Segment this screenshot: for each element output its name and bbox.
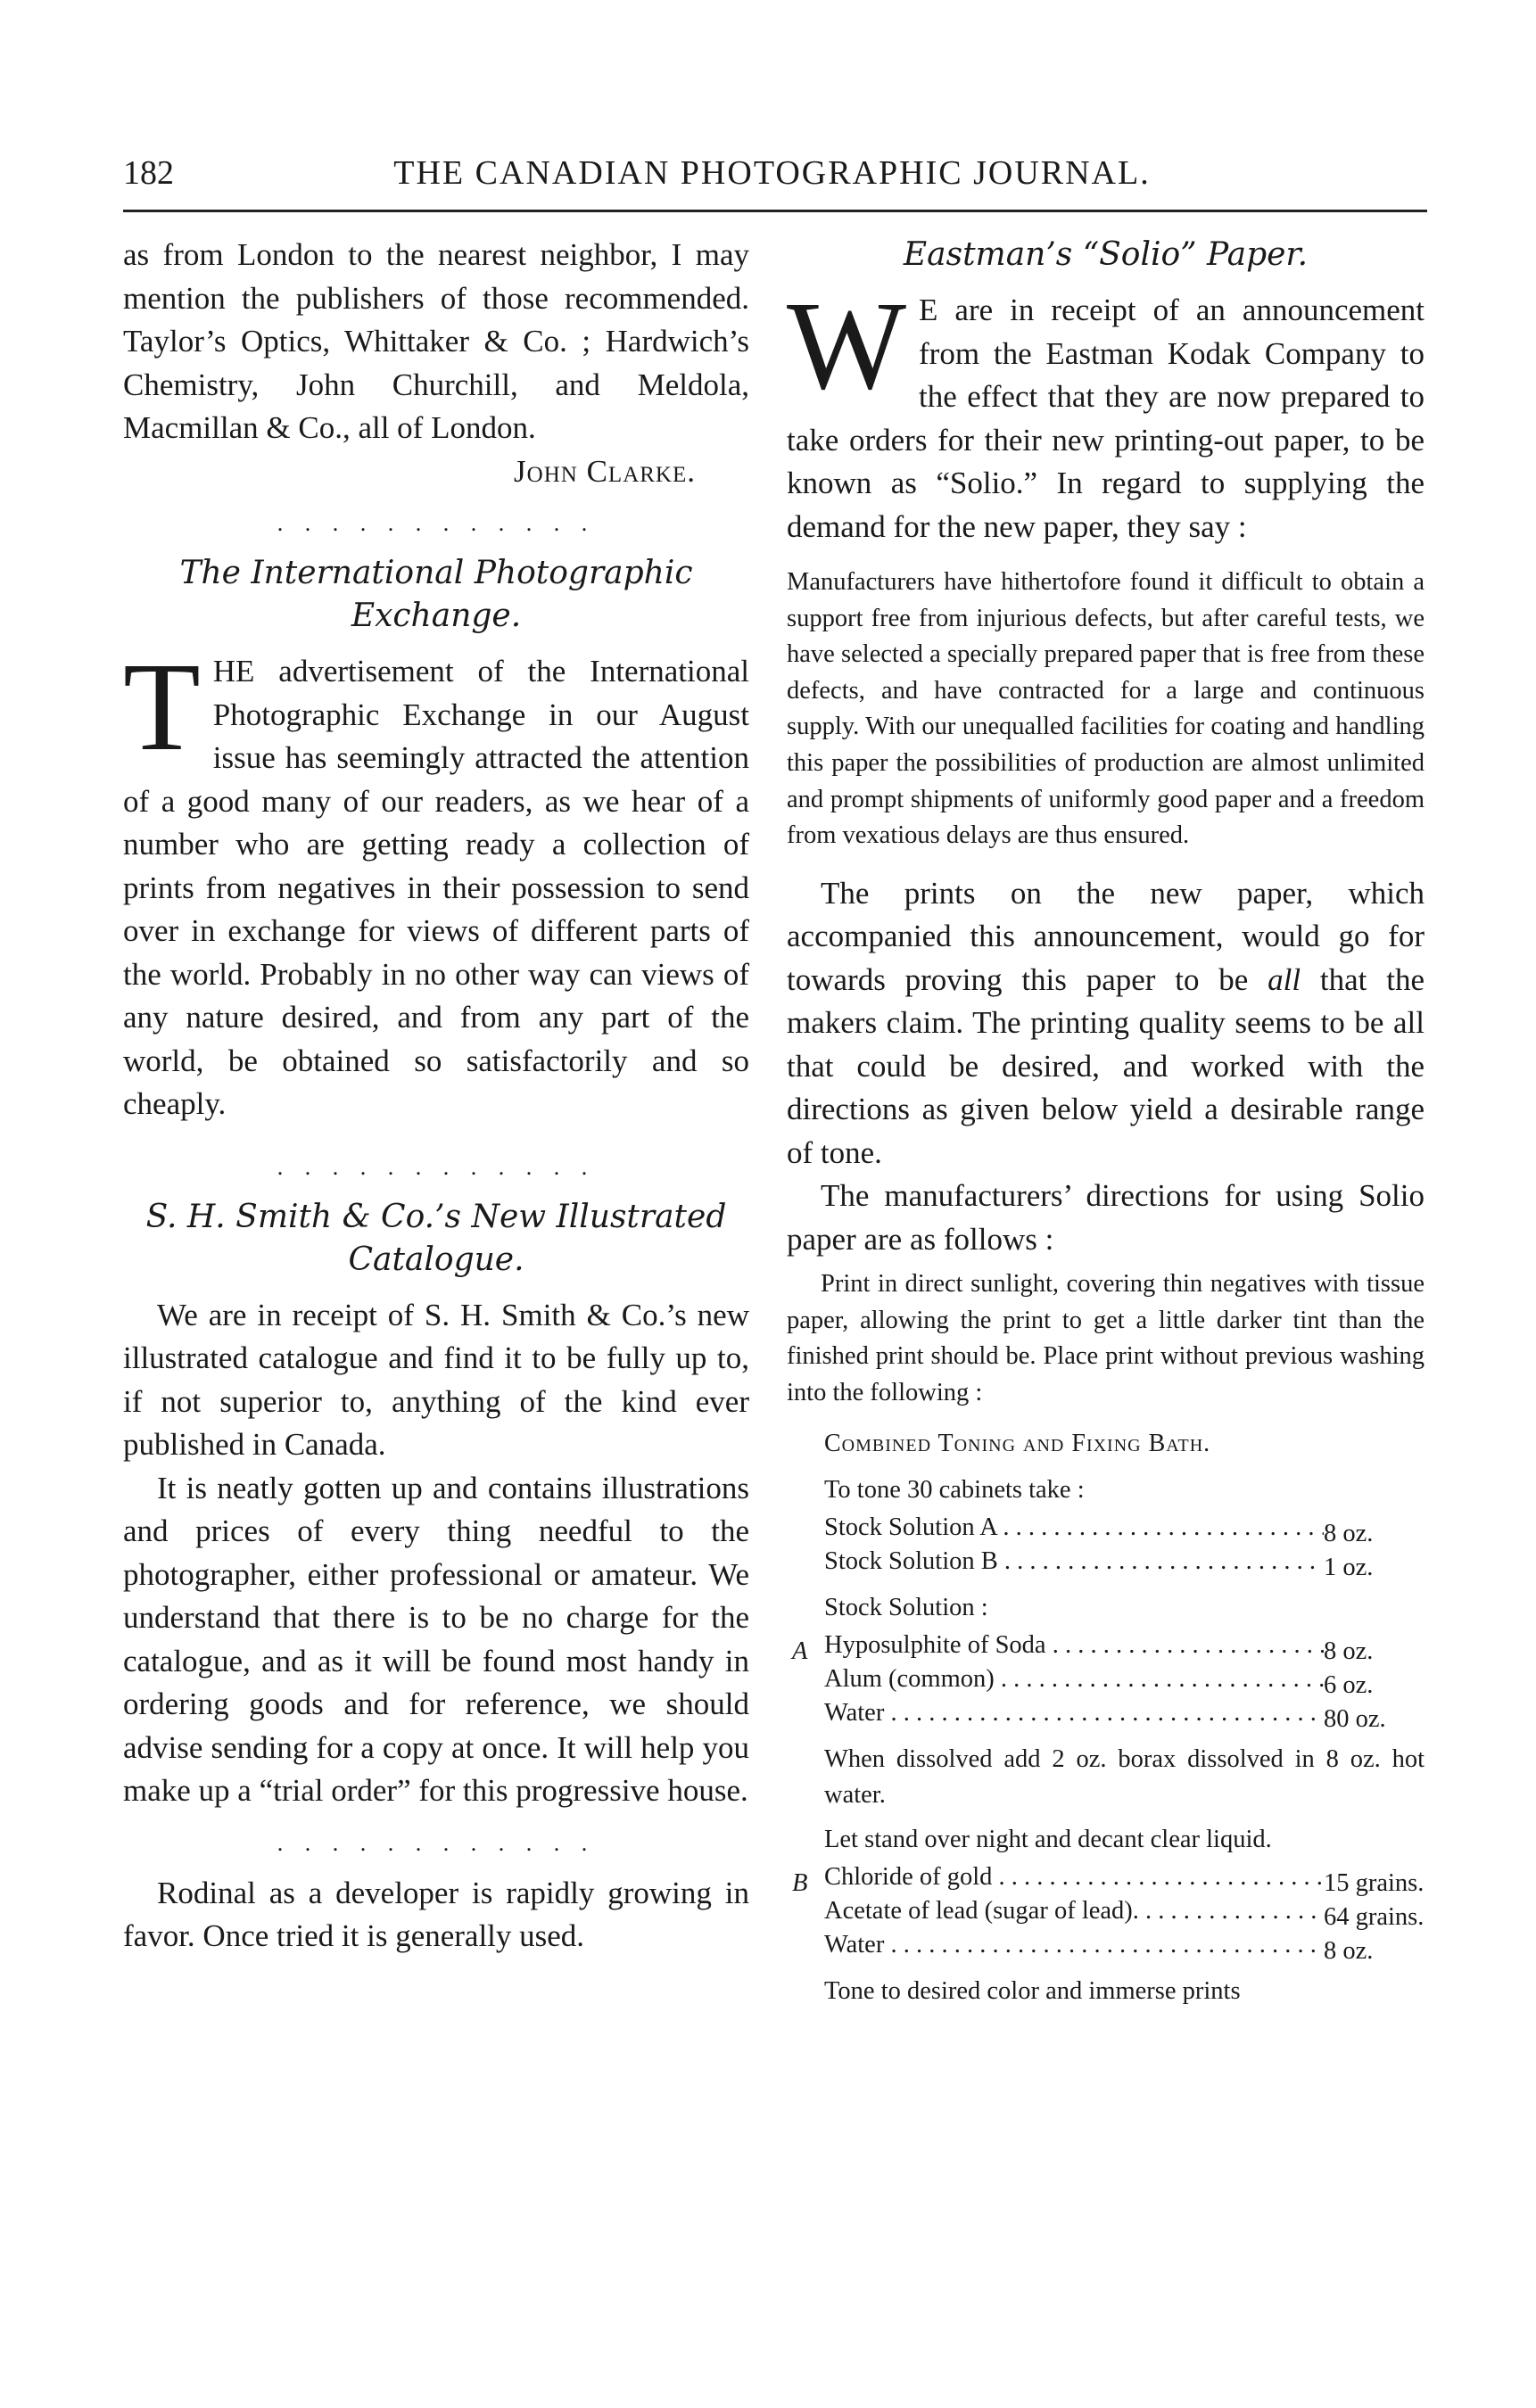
recipe-label: Stock Solution A . . . (824, 1513, 1324, 1541)
section-divider: . . . . . . . . . . . . (277, 1829, 596, 1856)
smith-paragraph-1: We are in receipt of S. H. Smith & Co.’s new illustrated catalogue and find it to be fully up to, if not superior to, anything of the kind ever published in Canada. (123, 1297, 749, 1462)
page-number: 182 (123, 154, 174, 192)
solio-paragraph: E are in receipt of an announcement from the Eastman Kodak Company to the effect that they are now prepared to take orders for their new printing-out paper, to be known as “Solio.” In regard to supplying the demand for the new paper, they say : (787, 293, 1425, 544)
recipe-line (787, 1513, 1425, 1547)
recipe-label: Alum (common) . . . (824, 1665, 1324, 1693)
exchange-paragraph: HE advertisement of the International Photographic Exchange in our August issue has seemingly attracted the attention of a good many of our readers, as we hear of a number who are getting ready a collection of prints from negatives in their possession to send over in exchange for views of different parts of the world. Probably in no other way can views of any nature desired, and from any part of the world, be obtained so satisfactorily and so cheaply. (123, 654, 749, 1121)
print-instructions: Print in direct sunlight, covering thin negatives with tissue paper, allowing the print to get a little darker tint than the finished print should be. Place print without previous washing into the following : (787, 1270, 1425, 1407)
recipe-label: Acetate of lead (sugar of lead). . . . (824, 1897, 1324, 1925)
recipe-label: Water . . . (824, 1699, 1324, 1727)
recipe-line (787, 1863, 1425, 1897)
recipe-line (787, 1665, 1425, 1699)
solio-article (787, 275, 1425, 548)
stand-note: Let stand over night and decant clear liquid. (824, 1826, 1272, 1854)
drop-cap: W (787, 275, 907, 416)
prints-paragraph (787, 872, 1425, 1175)
smith-heading: S. H. Smith & Co.’s New Illustrated Catalogue. (145, 1198, 727, 1278)
prints-text-a: The prints on the new paper, which accompanied this announcement, would go for towards proving this paper to be (787, 875, 1425, 997)
recipe-line (787, 1931, 1425, 1965)
recipe-label: Chloride of gold . . . (824, 1863, 1324, 1891)
section-divider: . . . . . . . . . . . . (277, 1153, 596, 1180)
smith-paragraph-2: It is neatly gotten up and contains illustrations and prices of every thing needful to the photographer, either professional or amateur. We understand that there is to be no charge for the catalogue, and as it will be found most handy in ordering goods and for reference, we should advise sending for a copy at once. It will help you make up a “trial order” for this progressive house. (123, 1470, 749, 1808)
recipe-value: 8 oz. (1324, 1637, 1374, 1666)
dissolved-note: When dissolved add 2 oz. borax dissolved in 8 oz. hot water. (824, 1745, 1425, 1810)
recipe-marker: B (792, 1869, 808, 1898)
right-column (787, 234, 1425, 2015)
journal-title: THE CANADIAN PHOTOGRAPHIC JOURNAL. (393, 154, 1151, 192)
stock-solution-label: Stock Solution : (824, 1594, 988, 1622)
recipe-marker: A (792, 1637, 808, 1666)
left-column (123, 234, 749, 1959)
recipe-value: 64 grains. (1324, 1903, 1425, 1932)
recipe-title: Combined Toning and Fixing Bath. (824, 1429, 1211, 1457)
tone-note: Tone to desired color and immerse prints (824, 1977, 1241, 2006)
recipe-value: 6 oz. (1324, 1671, 1374, 1700)
intro-paragraph: as from London to the nearest neighbor, I may mention the publishers of those recommended. Taylor’s Optics, Whittaker & Co. ; Hardwich’s Chemistry, John Churchill, and Meldola, Macmillan & Co., all of London. (123, 237, 749, 445)
manufacturer-quote: Manufacturers have hithertofore found it difficult to obtain a support free from injurious defects, but after careful tests, we have selected a specially prepared paper that is free from these defects, and have contracted for a large and continuous supply. With our unequalled facilities for coating and handling this paper the possibilities of production are almost unlimited and prompt shipments of uniformly good paper and a freedom from vexatious delays are thus ensured. (787, 568, 1425, 850)
page-header (123, 153, 1421, 200)
rodinal-paragraph: Rodinal as a developer is rapidly growing in favor. Once tried it is generally used. (123, 1875, 749, 1953)
header-rule (123, 210, 1427, 212)
recipe-line (787, 1631, 1425, 1665)
recipe-value: 8 oz. (1324, 1937, 1374, 1966)
recipe-label: Stock Solution B . . . (824, 1547, 1324, 1575)
drop-cap: T (123, 636, 201, 777)
prints-text-b: that the makers claim. The printing quality seems to be all that could be desired, and worked with the directions as given below yield a desirable range of tone. (787, 961, 1425, 1170)
solio-heading: Eastman’s “Solio” Paper. (903, 236, 1309, 273)
recipe-value: 15 grains. (1324, 1869, 1425, 1898)
recipe-label: Water . . . (824, 1931, 1324, 1959)
exchange-heading: The International Photographic Exchange. (179, 555, 693, 634)
recipe-value: 8 oz. (1324, 1520, 1374, 1548)
recipe-line (787, 1547, 1425, 1581)
section-divider: . . . . . . . . . . . . (277, 510, 596, 536)
recipe-intro: To tone 30 cabinets take : (824, 1476, 1085, 1505)
recipe-line (787, 1897, 1425, 1931)
recipe-value: 80 oz. (1324, 1705, 1386, 1734)
author-signature: John Clarke. (514, 453, 696, 489)
recipe-line (787, 1699, 1425, 1733)
recipe-value: 1 oz. (1324, 1554, 1374, 1582)
prints-emphasis: all (1268, 961, 1301, 997)
recipe-label: Hyposulphite of Soda . . . (824, 1631, 1324, 1659)
directions-paragraph: The manufacturers’ directions for using Solio paper are as follows : (787, 1178, 1425, 1257)
exchange-article (123, 636, 749, 1126)
